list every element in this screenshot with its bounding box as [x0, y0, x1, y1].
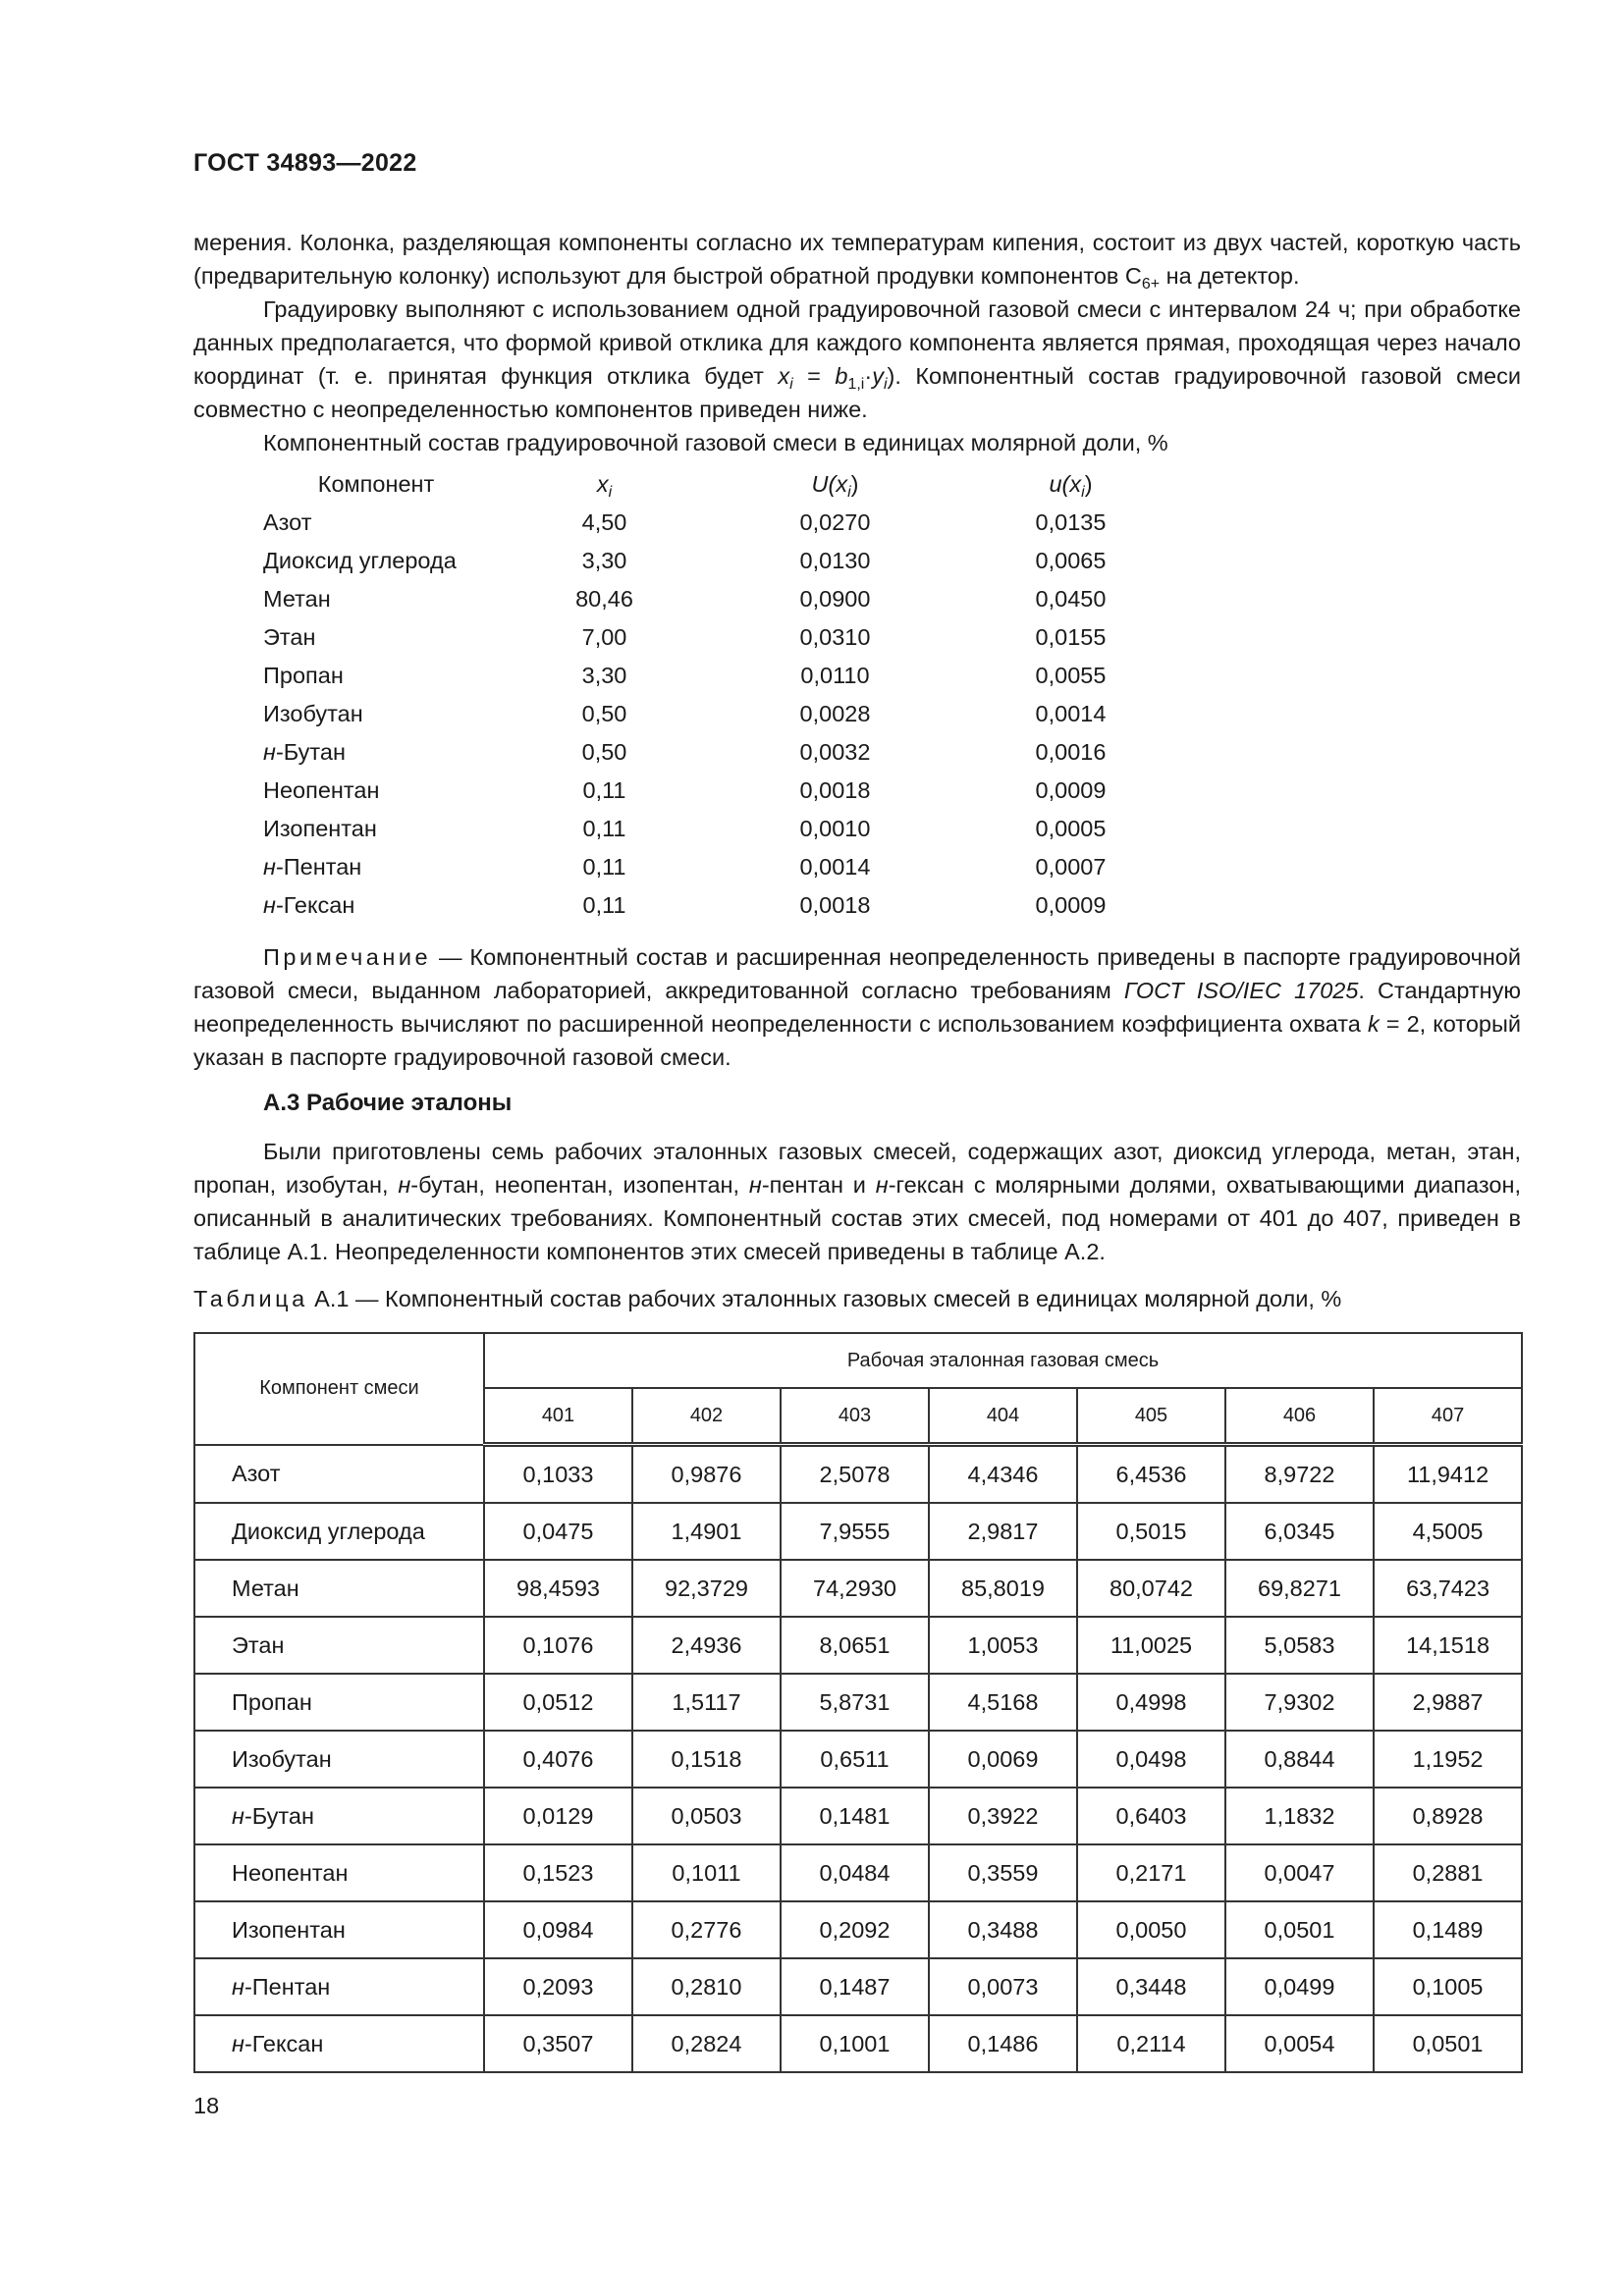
table-cell-value: 0,5015: [1077, 1503, 1225, 1560]
row-component-name: Изопентан: [194, 1901, 484, 1958]
col-component-header: Компонент смеси: [194, 1333, 484, 1445]
table-row: [194, 1788, 1522, 1844]
page-number: 18: [193, 2093, 220, 2118]
component-standard-uncertainty: 0,0007: [1035, 854, 1107, 880]
paragraph-table-intro: Компонентный состав градуировочной газовой смеси в единицах молярной доли, %: [263, 430, 1168, 455]
table-a1-header-row: [194, 1333, 1522, 1388]
table-cell-value: 0,0484: [781, 1844, 929, 1901]
table-cell-value: 0,1481: [781, 1788, 929, 1844]
component-x-value: 7,00: [581, 624, 627, 650]
table-cell-value: 85,8019: [929, 1560, 1077, 1617]
table-cell-value: 0,3488: [929, 1901, 1077, 1958]
table-cell-value: 80,0742: [1077, 1560, 1225, 1617]
table-cell-value: 0,2114: [1077, 2015, 1225, 2072]
col-group-header: Рабочая эталонная газовая смесь: [484, 1333, 1522, 1388]
table-cell-value: 0,2881: [1374, 1844, 1522, 1901]
component-expanded-uncertainty: 0,0900: [799, 586, 871, 612]
mixture-number-header: 407: [1374, 1388, 1522, 1445]
component-x-value: 0,11: [582, 816, 626, 841]
table-cell-value: 63,7423: [1374, 1560, 1522, 1617]
table-row: [194, 1617, 1522, 1674]
table-cell-value: 0,0129: [484, 1788, 632, 1844]
component-name: Изопентан: [263, 816, 377, 841]
component-x-value: 3,30: [581, 663, 627, 688]
paragraph-calibration: Градуировку выполняют с использованием одной градуировочной газовой смеси с интервалом 24 ч; при обработке данных предполагается, что формой кривой отклика для каждого компонента является прямая, проходящая через начало координат (т. е. принятая функция отклика будет $x_i = b_{1,i}\cdot y_i$). Компонентный состав градуировочной газовой смеси совместно с неопределенностью компонентов приведен ниже.: [193, 296, 1521, 422]
table-cell-value: 2,5078: [781, 1445, 929, 1504]
paragraph-continuation: мерения. Колонка, разделяющая компоненты согласно их температурам кипения, состоит из двух частей, короткую часть (предварительную колонку) используют для быстрой обратной продувки компонентов $C_{6+}$ на детектор.: [193, 230, 1521, 293]
component-row: [263, 580, 1191, 618]
note-text: Примечание — Компонентный состав и расширенная неопределенность приведены в паспорте градуировочной газовой смеси, выданном лабораторией, аккредитованной согласно требованиям ГОСТ ISO/IEC 17025. Стандартную неопределенность вычисляют по расширенной неопределенности с использованием коэффициента охвата k = 2, который указан в паспорте градуировочной газовой смеси.: [193, 944, 1522, 1070]
section-heading: А.3 Рабочие эталоны: [263, 1090, 513, 1116]
component-x-value: 0,11: [582, 777, 626, 803]
table-cell-value: 8,9722: [1225, 1445, 1374, 1504]
table-cell-value: 0,1033: [484, 1445, 632, 1504]
table-row: [194, 1503, 1522, 1560]
mixture-number-header: 406: [1225, 1388, 1374, 1445]
table-cell-value: 0,0501: [1225, 1901, 1374, 1958]
row-component-name: н-Гексан: [194, 2015, 484, 2072]
table-cell-value: 0,1487: [781, 1958, 929, 2015]
component-name: Пропан: [263, 663, 344, 688]
table-a1: [193, 1332, 1523, 2073]
mixture-number-header: 405: [1077, 1388, 1225, 1445]
table-cell-value: 0,0499: [1225, 1958, 1374, 2015]
mixture-number-header: 401: [484, 1388, 632, 1445]
table-cell-value: 0,1001: [781, 2015, 929, 2072]
component-x-value: 0,11: [582, 854, 626, 880]
table-cell-value: 0,1523: [484, 1844, 632, 1901]
table-cell-value: 4,4346: [929, 1445, 1077, 1504]
note-block: [193, 940, 1521, 1074]
table-cell-value: 5,0583: [1225, 1617, 1374, 1674]
header-expanded-uncertainty: $U(x_i)$: [811, 471, 859, 501]
table-cell-value: 0,1486: [929, 2015, 1077, 2072]
row-component-name: Диоксид углерода: [194, 1503, 484, 1560]
table-cell-value: 0,0498: [1077, 1731, 1225, 1788]
component-x-value: 3,30: [581, 548, 627, 573]
component-name: н-Пентан: [263, 854, 362, 880]
table-cell-value: 0,3922: [929, 1788, 1077, 1844]
document-header: ГОСТ 34893—2022: [193, 149, 417, 177]
table-cell-value: 1,4901: [632, 1503, 781, 1560]
table-cell-value: 0,3559: [929, 1844, 1077, 1901]
component-expanded-uncertainty: 0,0032: [799, 739, 871, 765]
table-row: [194, 1901, 1522, 1958]
component-row: [263, 695, 1191, 733]
table-row: [194, 1958, 1522, 2015]
table-cell-value: 1,5117: [632, 1674, 781, 1731]
table-cell-value: 4,5168: [929, 1674, 1077, 1731]
table-cell-value: 0,3448: [1077, 1958, 1225, 2015]
table-cell-value: 1,1952: [1374, 1731, 1522, 1788]
component-row: [263, 504, 1191, 542]
paragraph-working-standards: Были приготовлены семь рабочих эталонных газовых смесей, содержащих азот, диоксид углерода, метан, этан, пропан, изобутан, н-бутан, неопентан, изопентан, н-пентан и н-гексан с молярными долями, охватывающими диапазон, описанный в аналитических требованиях. Компонентный состав этих смесей, под номерами от 401 до 407, приведен в таблице А.1. Неопределенности компонентов этих смесей приведены в таблице А.2.: [193, 1139, 1521, 1264]
component-row: [263, 810, 1191, 848]
component-standard-uncertainty: 0,0450: [1035, 586, 1107, 612]
table-cell-value: 0,0512: [484, 1674, 632, 1731]
component-x-value: 4,50: [581, 509, 627, 535]
component-x-value: 0,50: [581, 739, 627, 765]
table-cell-value: 0,9876: [632, 1445, 781, 1504]
table-cell-value: 92,3729: [632, 1560, 781, 1617]
table-cell-value: 0,4998: [1077, 1674, 1225, 1731]
table-cell-value: 74,2930: [781, 1560, 929, 1617]
table-cell-value: 0,2092: [781, 1901, 929, 1958]
table-cell-value: 0,0050: [1077, 1901, 1225, 1958]
table-row: [194, 1560, 1522, 1617]
component-row: [263, 886, 1191, 925]
component-table: [263, 465, 1191, 925]
table-cell-value: 4,5005: [1374, 1503, 1522, 1560]
table-cell-value: 0,0501: [1374, 2015, 1522, 2072]
row-component-name: Азот: [194, 1445, 484, 1504]
row-component-name: Пропан: [194, 1674, 484, 1731]
header-component: Компонент: [317, 471, 435, 497]
header-x: $x_i$: [596, 471, 613, 501]
component-expanded-uncertainty: 0,0014: [799, 854, 871, 880]
table-cell-value: 0,3507: [484, 2015, 632, 2072]
header-standard-uncertainty: $u(x_i)$: [1049, 471, 1093, 501]
row-component-name: Метан: [194, 1560, 484, 1617]
table-cell-value: 0,8844: [1225, 1731, 1374, 1788]
component-standard-uncertainty: 0,0005: [1035, 816, 1107, 841]
component-row: [263, 657, 1191, 695]
component-name: н-Гексан: [263, 892, 355, 918]
component-expanded-uncertainty: 0,0010: [799, 816, 871, 841]
mixture-number-header: 402: [632, 1388, 781, 1445]
row-component-name: Этан: [194, 1617, 484, 1674]
component-name: Метан: [263, 586, 331, 612]
table-cell-value: 0,2776: [632, 1901, 781, 1958]
table-cell-value: 0,1489: [1374, 1901, 1522, 1958]
component-row: [263, 542, 1191, 580]
component-table-header: [263, 465, 1191, 504]
table-cell-value: 0,2171: [1077, 1844, 1225, 1901]
table-cell-value: 0,0475: [484, 1503, 632, 1560]
component-x-value: 0,50: [581, 701, 627, 726]
component-name: Этан: [263, 624, 316, 650]
table-row: [194, 1674, 1522, 1731]
row-component-name: Изобутан: [194, 1731, 484, 1788]
component-expanded-uncertainty: 0,0018: [799, 777, 871, 803]
component-name: Изобутан: [263, 701, 363, 726]
table-cell-value: 1,0053: [929, 1617, 1077, 1674]
table-cell-value: 7,9302: [1225, 1674, 1374, 1731]
table-cell-value: 0,0047: [1225, 1844, 1374, 1901]
table-cell-value: 6,4536: [1077, 1445, 1225, 1504]
table-cell-value: 2,9817: [929, 1503, 1077, 1560]
table-cell-value: 7,9555: [781, 1503, 929, 1560]
table-cell-value: 0,0054: [1225, 2015, 1374, 2072]
table-cell-value: 0,2810: [632, 1958, 781, 2015]
component-row: [263, 733, 1191, 772]
component-expanded-uncertainty: 0,0310: [799, 624, 871, 650]
table-cell-value: 11,9412: [1374, 1445, 1522, 1504]
table-cell-value: 0,6403: [1077, 1788, 1225, 1844]
component-name: Азот: [263, 509, 312, 535]
component-standard-uncertainty: 0,0065: [1035, 548, 1107, 573]
table-row: [194, 1731, 1522, 1788]
table-row: [194, 1844, 1522, 1901]
table-cell-value: 0,8928: [1374, 1788, 1522, 1844]
table-cell-value: 0,0069: [929, 1731, 1077, 1788]
table-row: [194, 1445, 1522, 1504]
table-cell-value: 0,2093: [484, 1958, 632, 2015]
table-cell-value: 2,9887: [1374, 1674, 1522, 1731]
table-cell-value: 11,0025: [1077, 1617, 1225, 1674]
table-cell-value: 14,1518: [1374, 1617, 1522, 1674]
component-row: [263, 772, 1191, 810]
table-cell-value: 0,0073: [929, 1958, 1077, 2015]
table-cell-value: 0,1518: [632, 1731, 781, 1788]
component-standard-uncertainty: 0,0014: [1035, 701, 1107, 726]
table-cell-value: 98,4593: [484, 1560, 632, 1617]
table-cell-value: 69,8271: [1225, 1560, 1374, 1617]
component-standard-uncertainty: 0,0055: [1035, 663, 1107, 688]
component-row: [263, 618, 1191, 657]
table-cell-value: 0,1005: [1374, 1958, 1522, 2015]
row-component-name: н-Пентан: [194, 1958, 484, 2015]
body-text-top: [193, 226, 1521, 459]
table-cell-value: 8,0651: [781, 1617, 929, 1674]
table-cell-value: 1,1832: [1225, 1788, 1374, 1844]
table-caption: Таблица А.1 — Компонентный состав рабочих эталонных газовых смесей в единицах молярной доли, %: [193, 1286, 1342, 1311]
component-expanded-uncertainty: 0,0018: [799, 892, 871, 918]
component-name: Неопентан: [263, 777, 380, 803]
table-cell-value: 6,0345: [1225, 1503, 1374, 1560]
table-cell-value: 2,4936: [632, 1617, 781, 1674]
component-expanded-uncertainty: 0,0110: [800, 663, 870, 688]
component-x-value: 0,11: [582, 892, 626, 918]
component-standard-uncertainty: 0,0135: [1035, 509, 1107, 535]
table-cell-value: 0,4076: [484, 1731, 632, 1788]
component-row: [263, 848, 1191, 886]
table-cell-value: 0,6511: [781, 1731, 929, 1788]
component-name: Диоксид углерода: [263, 548, 457, 573]
component-expanded-uncertainty: 0,0130: [799, 548, 871, 573]
component-expanded-uncertainty: 0,0028: [799, 701, 871, 726]
component-x-value: 80,46: [575, 586, 633, 612]
component-expanded-uncertainty: 0,0270: [799, 509, 871, 535]
component-standard-uncertainty: 0,0155: [1035, 624, 1107, 650]
table-cell-value: 0,1076: [484, 1617, 632, 1674]
component-name: н-Бутан: [263, 739, 346, 765]
mixture-number-header: 404: [929, 1388, 1077, 1445]
table-cell-value: 0,1011: [632, 1844, 781, 1901]
table-row: [194, 2015, 1522, 2072]
table-cell-value: 5,8731: [781, 1674, 929, 1731]
table-cell-value: 0,0984: [484, 1901, 632, 1958]
component-standard-uncertainty: 0,0016: [1035, 739, 1107, 765]
row-component-name: н-Бутан: [194, 1788, 484, 1844]
row-component-name: Неопентан: [194, 1844, 484, 1901]
component-standard-uncertainty: 0,0009: [1035, 892, 1107, 918]
mixture-number-header: 403: [781, 1388, 929, 1445]
table-cell-value: 0,2824: [632, 2015, 781, 2072]
component-standard-uncertainty: 0,0009: [1035, 777, 1107, 803]
table-cell-value: 0,0503: [632, 1788, 781, 1844]
